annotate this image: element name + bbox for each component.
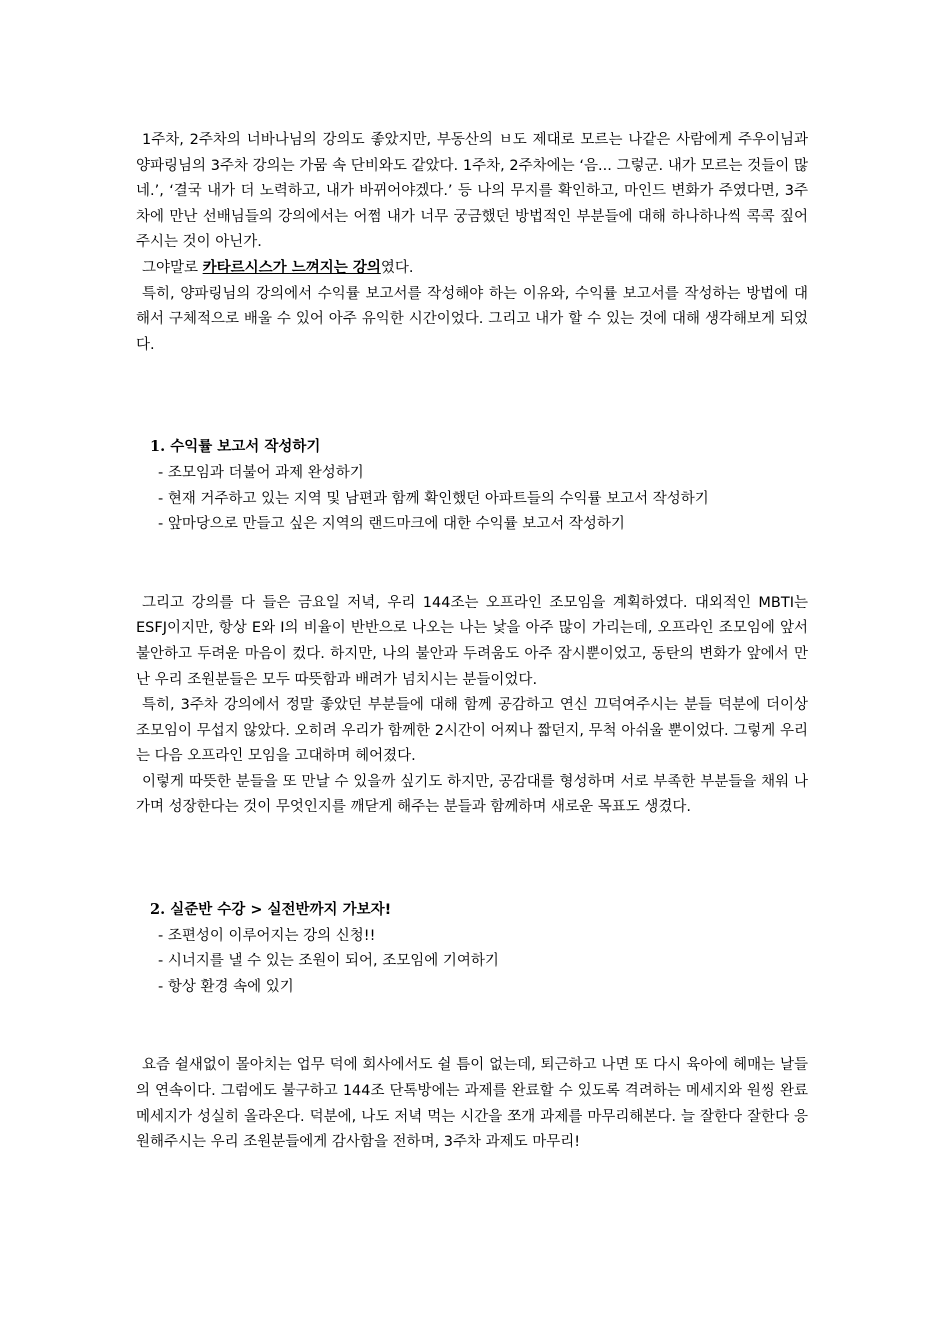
list-item: - 항상 환경 속에 있기 (158, 978, 294, 995)
section-1-heading (136, 434, 808, 461)
section-2-heading (136, 897, 808, 924)
spacer (136, 538, 808, 591)
section-1-title: 수익률 보고서 작성하기 (170, 439, 321, 456)
closing-paragraph: 요즘 쉴새없이 몰아치는 업무 덕에 회사에서도 쉴 틈이 없는데, 퇴근하고 나면 또 다시 육아에 헤매는 날들의 연속이다. 그럼에도 불구하고 144조 단톡방에는 과제를 완료할 수 있도록 격려하는 메세지와 원씽 완료 메세지가 성실히 올라온다. 덕분에, 나도 저녁 먹는 시간을 쪼개 과제를 마무리해본다. 늘 잘한다 잘한다 응원해주시는 우리 조원분들에게 감사함을 전하며, 3주차 과제도 마무리! (136, 1057, 808, 1151)
spacer (136, 358, 808, 434)
list-item: - 앞마당으로 만들고 싶은 지역의 랜드마크에 대한 수익률 보고서 작성하기 (158, 516, 625, 533)
section-2-title: 실준반 수강 > 실전반까지 가보자! (170, 902, 392, 919)
section-1-list (136, 461, 808, 538)
list-item: - 조모임과 더불어 과제 완성하기 (158, 464, 364, 481)
list-item: - 시너지를 낼 수 있는 조원이 되어, 조모임에 기여하기 (158, 953, 499, 970)
intro-paragraph-3: 특히, 양파링님의 강의에서 수익률 보고서를 작성해야 하는 이유와, 수익률 보고서를 작성하는 방법에 대해서 구체적으로 배울 수 있어 아주 유익한 시간이었다. 그리고 내가 할 수 있는 것에 대해 생각해보게 되었다. (136, 285, 808, 353)
intro-p2-after: 였다. (380, 259, 414, 276)
document-page (136, 128, 808, 1156)
intro-paragraph-1: 1주차, 2주차의 너바나님의 강의도 좋았지만, 부동산의 ㅂ도 제대로 모르는 나같은 사람에게 주우이님과 양파링님의 3주차 강의는 가뭄 속 단비와도 같았다. 1주차, 2주차에는 ‘음... 그렇군. 내가 모르는 것들이 많네.’, ‘결국 내가 더 노력하고, 내가 바뀌어야겠다.’ 등 나의 무지를 확인하고, 마인드 변화가 주였다면, 3주차에 만난 선배님들의 강의에서는 어쩜 내가 너무 궁금했던 방법적인 부분들에 대해 하나하나씩 콕콕 짚어주시는 것이 아닌가. (136, 132, 808, 251)
intro-p2-before: 그야말로 (142, 259, 203, 276)
spacer (136, 1000, 808, 1053)
middle-paragraph-3: 이렇게 따뜻한 분들을 또 만날 수 있을까 싶기도 하지만, 공감대를 형성하며 서로 부족한 부분들을 채워 나가며 성장한다는 것이 무엇인지를 깨닫게 해주는 분들과 함께하며 새로운 목표도 생겼다. (136, 773, 808, 816)
section-1-number: 1. (150, 438, 166, 456)
middle-paragraph-1: 그리고 강의를 다 들은 금요일 저녁, 우리 144조는 오프라인 조모임을 계획하였다. 대외적인 MBTI는 ESFJ이지만, 항상 E와 I의 비율이 반반으로 나오는 나는 낯을 아주 많이 가리는데, 오프라인 조모임에 앞서 불안하고 두려운 마음이 컸다. 하지만, 나의 불안과 두려움도 아주 잠시뿐이었고, 동탄의 변화가 앞에서 만난 우리 조원분들은 모두 따뜻함과 배려가 넘치시는 분들이었다. (136, 594, 808, 688)
section-2-list (136, 924, 808, 1001)
spacer (136, 821, 808, 897)
middle-paragraph-2: 특히, 3주차 강의에서 정말 좋았던 부분들에 대해 함께 공감하고 연신 끄덕여주시는 분들 덕분에 더이상 조모임이 무섭지 않았다. 오히려 우리가 함께한 2시간이 어찌나 짧던지, 무척 아쉬울 뿐이었다. 그렇게 우리는 다음 오프라인 모임을 고대하며 헤어졌다. (136, 697, 808, 765)
section-2-number: 2. (150, 901, 166, 919)
list-item: - 현재 거주하고 있는 지역 및 남편과 함께 확인했던 아파트들의 수익률 보고서 작성하기 (158, 490, 709, 507)
catharsis-emphasis: 카타르시스가 느껴지는 강의 (202, 259, 381, 276)
list-item: - 조편성이 이루어지는 강의 신청!! (158, 927, 376, 944)
intro-paragraph-2 (136, 256, 808, 282)
